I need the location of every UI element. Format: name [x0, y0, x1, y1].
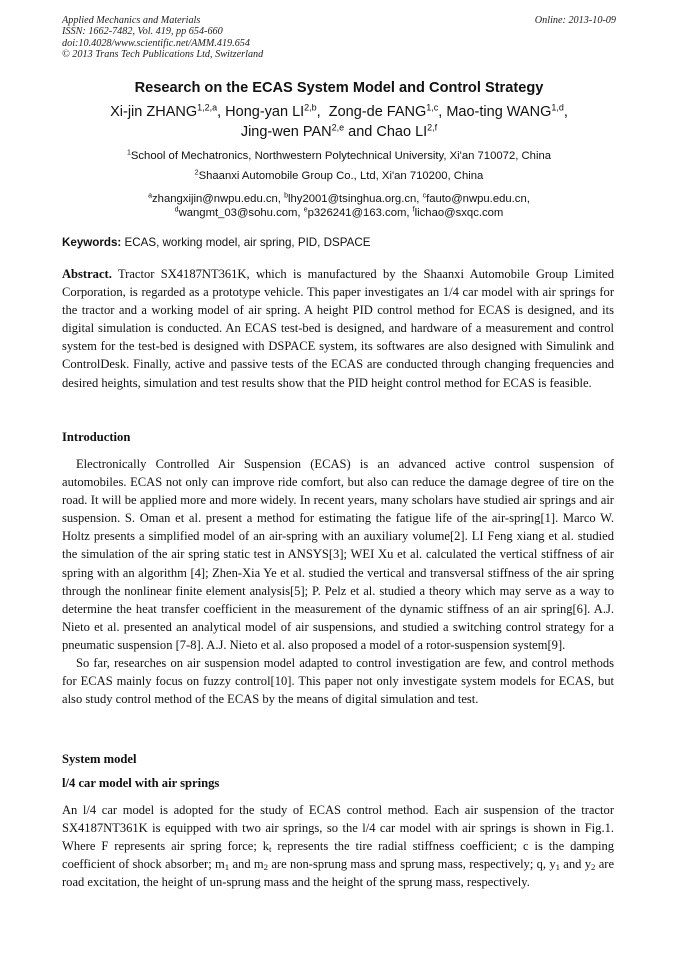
keywords-text: ECAS, working model, air spring, PID, DSPACE [124, 236, 371, 249]
online-date: Online: 2013-10-09 [534, 15, 616, 26]
affiliation-1 [0, 150, 678, 162]
author-sup: 2,f [427, 122, 438, 133]
author-sup: 1,c [426, 102, 439, 113]
email: wangmt_03@sohu.com, [178, 207, 301, 219]
introduction-body [62, 455, 614, 708]
subscript: 1 [224, 862, 230, 873]
author-list: Xi-jin ZHANG$^{1,2,a}$, Hong-yan LI$^{2,b}$, Zong-de FANG$^{1,c}$, Mao-ting WANG$^{1,d}$, Jing-wen PAN$^{2,e}$ and Chao LI$^{2,f}$ [110, 102, 568, 140]
email-sup: b [284, 192, 288, 200]
affiliation-sup: 2 [194, 169, 199, 177]
author-sup: 1,d [551, 102, 564, 113]
affiliation-text: Shaanxi Automobile Group Co., Ltd, Xi'an 710200, China [198, 170, 484, 182]
keywords-label: Keywords: [62, 236, 122, 249]
author-name: Zong-de FANG [328, 104, 427, 120]
email: p326241@163.com, [307, 207, 410, 219]
abstract [62, 265, 614, 392]
intro-paragraph-1: Electronically Controlled Air Suspension (ECAS) is an advanced active control suspension of automobiles. ECAS not only can improve ride comfort, but also can reduce the damage degree of tire on the road. It will be applied more and more widely. In recent years, many scholars have studied air springs and air suspension. S. Oman et al. present a method for estimating the fatigue life of the air-spring[1]. Marco W. Holtz presents a simplified model of an air-spring with an auxiliary volume[2]. LI Feng xiang et al. studied the simulation of the air spring static test in ANSYS[3]; WEI Xu et al. calculated the vertical stiffness of air spring with an algorithm [4]; Zhen-Xia Ye et al. studied the vertical and transversal stiffness of the air spring through the nonlinear finite element analysis[5]; P. Pelz et al. studied a theory which may serve as a way to determine the heat transfer coefficient in the measurement of the dynamic stiffness of an air spring[6]. A.J. Nieto et al. presented an analytical model of air suspensions, and studied a switching control strategy for a pneumatic suspension [7-8]. A.J. Nieto et al. also proposed a model of a rotor-suspension system[9]. [62, 457, 614, 652]
author-name: Mao-ting WANG [446, 104, 552, 120]
model-text: and y [560, 857, 591, 872]
model-paragraph [62, 801, 614, 891]
subscript: 1 [555, 862, 560, 873]
email-sup: d [174, 206, 179, 214]
author-name: Xi-jin ZHANG [110, 104, 198, 120]
email-sup: a [148, 192, 153, 200]
model-text: represents the tire radial stiffness coefficient; c is the damping coefficient of shock absorber; m [62, 839, 614, 872]
subscript: 2 [591, 862, 596, 873]
section-heading-system-model: System model [62, 752, 137, 766]
model-text: are road excitation, the height of un-sprung mass and the height of the sprung mass, respectively. [62, 857, 615, 890]
affiliation-2 [0, 170, 678, 182]
abstract-text: Tractor SX4187NT361K, which is manufactured by the Shaanxi Automobile Group Limited Corporation, is regarded as a prototype vehicle. This paper investigates an 1/4 car model with air springs for the tractor and a working model of air spring. A height PID control method for ECAS is designed, and its digital simulation is conducted. An ECAS test-bed is designed, and hardware of a measurement and control system for the test-bed is designed with DSPACE system, its softwares are also designed with Simulink and ControlDesk. Finally, active and passive tests of the ECAS are conducted through changing frequencies and desired heights, simulation and test results show that the PID height control method for ECAS is feasible. [62, 267, 614, 390]
issn-line: ISSN: 1662-7482, Vol. 419, pp 654-660 [62, 26, 223, 38]
and-word: and [348, 124, 373, 140]
affiliation-text: School of Mechatronics, Northwestern Polytechnical University, Xi'an 710072, China [130, 150, 552, 162]
author-name: Chao LI [376, 124, 428, 140]
journal-header [62, 15, 616, 61]
journal-name: Applied Mechanics and Materials [62, 15, 201, 26]
author-sup: 1,2,a [197, 102, 218, 113]
author-sup: 2,e [331, 122, 345, 133]
section-heading-introduction: Introduction [62, 430, 131, 444]
email: zhangxijin@nwpu.edu.cn, [152, 193, 281, 205]
copyright-line: © 2013 Trans Tech Publications Ltd, Switzerland [62, 49, 264, 61]
email-sup: e [303, 206, 308, 214]
model-text: An l/4 car model is adopted for the study of ECAS control method. Each air suspension of the tractor SX4187NT361K is equipped with two air springs, so the l/4 car model with air springs is shown in Fig.1. Where F represents air spring force; k [62, 803, 614, 854]
author-name: Jing-wen PAN [240, 124, 332, 140]
email: lhy2001@tsinghua.org.cn, [288, 193, 420, 205]
model-text: are non-sprung mass and sprung mass, respectively; q, y [268, 857, 556, 872]
keywords-line [62, 236, 616, 249]
doi-line: doi:10.4028/www.scientific.net/AMM.419.654 [62, 37, 250, 49]
author-name: Hong-yan LI [225, 104, 305, 120]
email-sup: c [422, 192, 427, 200]
subsection-heading-quarter-car: l/4 car model with air springs [62, 776, 220, 790]
subscript: t [269, 844, 272, 855]
model-text: and m [229, 857, 264, 872]
author-sup: 2,b [304, 102, 317, 113]
email: fauto@nwpu.edu.cn, [426, 193, 530, 205]
paper-title: Research on the ECAS System Model and Control Strategy [134, 80, 544, 96]
subscript: 2 [263, 862, 269, 873]
email-sup: f [412, 206, 415, 214]
email-list [62, 192, 616, 220]
abstract-label: Abstract. [62, 267, 112, 281]
intro-paragraph-2: So far, researches on air suspension model adapted to control investigation are few, and control methods for ECAS mainly focus on fuzzy control[10]. This paper not only investigate system models for ECAS, but also study control method of the ECAS by the means of digital simulation and test. [62, 656, 614, 707]
affiliation-sup: 1 [126, 149, 131, 157]
email: lichao@sxqc.com [414, 207, 504, 219]
